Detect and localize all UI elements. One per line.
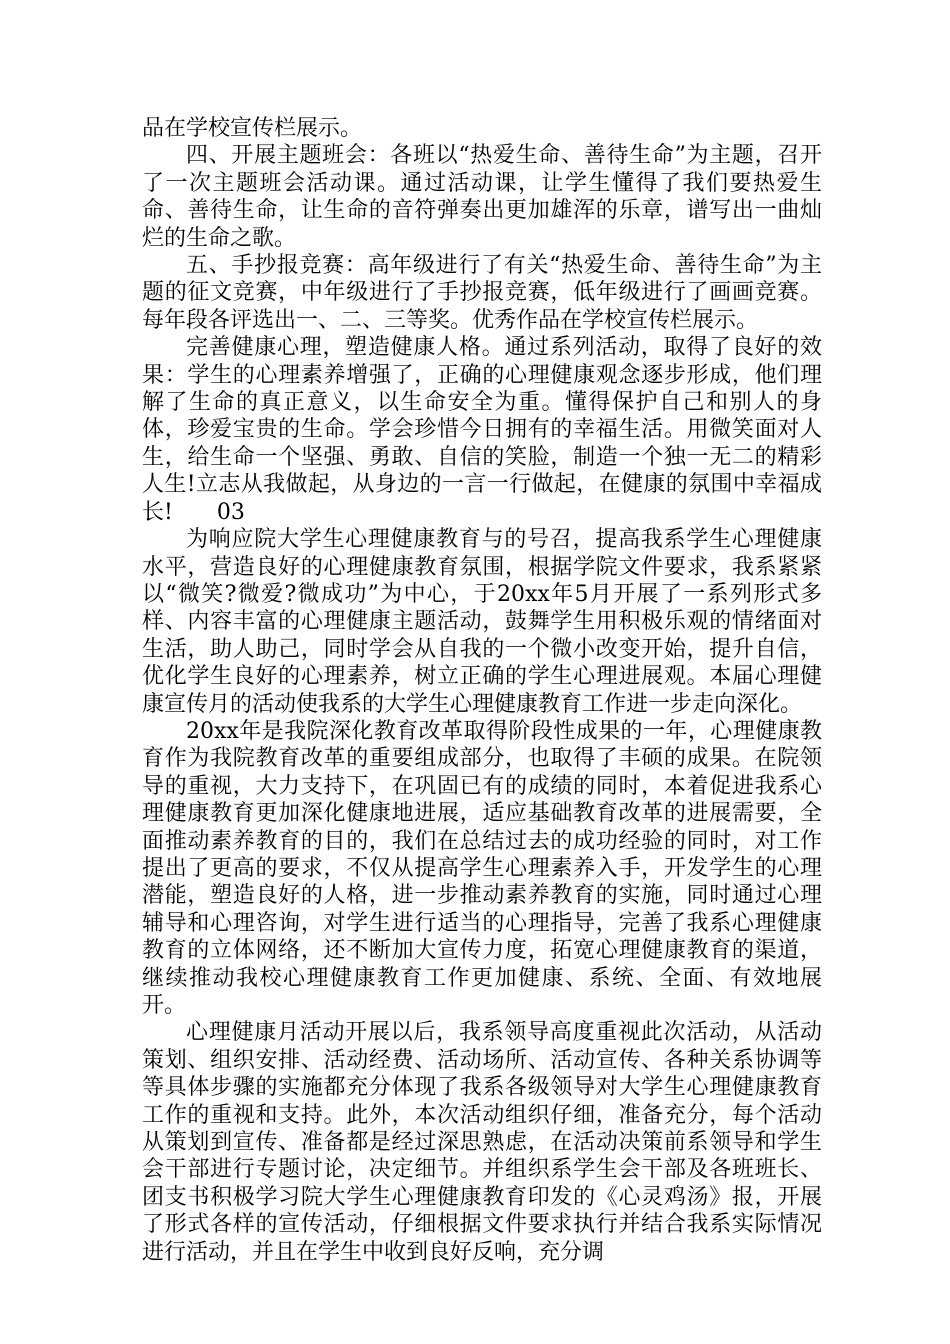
paragraph-healthy-mind-summary: 完善健康心理，塑造健康人格。通过系列活动，取得了良好的效果：学生的心理素养增强了，正确的心理健康观念逐步形成，他们理解了生命的真正意义，以生命安全为重。懂得保护自己和别人的身体，珍爱宝贵的生命。学会珍惜今日拥有的幸福生活。用微笑面对人生，给生命一个坚强、勇敢、自信的笑脸，制造一个独一无二的精彩人生!立志从我做起，从身边的一言一行做起，在健康的氛围中幸福成长! 03 [142, 335, 822, 525]
paragraph-leadership-support: 心理健康月活动开展以后，我系领导高度重视此次活动，从活动策划、组织安排、活动经费、活动场所、活动宣传、各种关系协调等等具体步骤的实施都充分体现了我系各级领导对大学生心理健康教育工作的重视和支持。此外，本次活动组织仔细，准备充分，每个活动从策划到宣传、准备都是经过深思熟虑，在活动决策前系领导和学生会干部进行专题讨论，决定细节。并组织系学生会干部及各班班长、团支书积极学习院大学生心理健康教育印发的《心灵鸡汤》报，开展了形式各样的宣传活动，仔细根据文件要求执行并结合我系实际情况进行活动，并且在学生中收到良好反响，充分调 [142, 1020, 822, 1265]
paragraph-theme-class-meeting: 四、开展主题班会：各班以“热爱生命、善待生命”为主题，召开了一次主题班会活动课。通过活动课，让学生懂得了我们要热爱生命、善待生命，让生命的音符弹奏出更加雄浑的乐章，谱写出一曲灿烂的生命之歌。 [142, 143, 822, 251]
paragraph-mental-health-month-intro: 为响应院大学生心理健康教育与的号召，提高我系学生心理健康水平，营造良好的心理健康教育氛围，根据学院文件要求，我系紧紧以“微笑?微爱?微成功”为中心，于20xx年5月开展了一系列形式多样、内容丰富的心理健康主题活动，鼓舞学生用积极乐观的情绪面对生活，助人助己，同时学会从自我的一个微小改变开始，提升自信，优化学生良好的心理素养，树立正确的学生心理进展观。本届心理健康宣传月的活动使我系的大学生心理健康教育工作进一步走向深化。 [142, 527, 822, 717]
paragraph-education-reform: 20xx年是我院深化教育改革取得阶段性成果的一年，心理健康教育作为我院教育改革的重要组成部分，也取得了丰硕的成果。在院领导的重视，大力支持下，在巩固已有的成绩的同时，本着促进我系心理健康教育更加深化健康地进展，适应基础教育改革的进展需要，全面推动素养教育的目的，我们在总结过去的成功经验的同时，对工作提出了更高的要求，不仅从提高学生心理素养入手，开发学生的心理潜能，塑造良好的人格，进一步推动素养教育的实施，同时通过心理辅导和心理咨询，对学生进行适当的心理指导，完善了我系心理健康教育的立体网络，还不断加大宣传力度，拓宽心理健康教育的渠道，继续推动我校心理健康教育工作更加健康、系统、全面、有效地展开。 [142, 718, 822, 1018]
document-body [142, 115, 822, 1266]
paragraph-continuation: 品在学校宣传栏展示。 [142, 116, 363, 141]
paragraph-handwritten-newspaper-contest: 五、手抄报竞赛：高年级进行了有关“热爱生命、善待生命”为主题的征文竞赛，中年级进行了手抄报竞赛，低年级进行了画画竞赛。每年段各评选出一、二、三等奖。优秀作品在学校宣传栏展示。 [142, 253, 822, 333]
